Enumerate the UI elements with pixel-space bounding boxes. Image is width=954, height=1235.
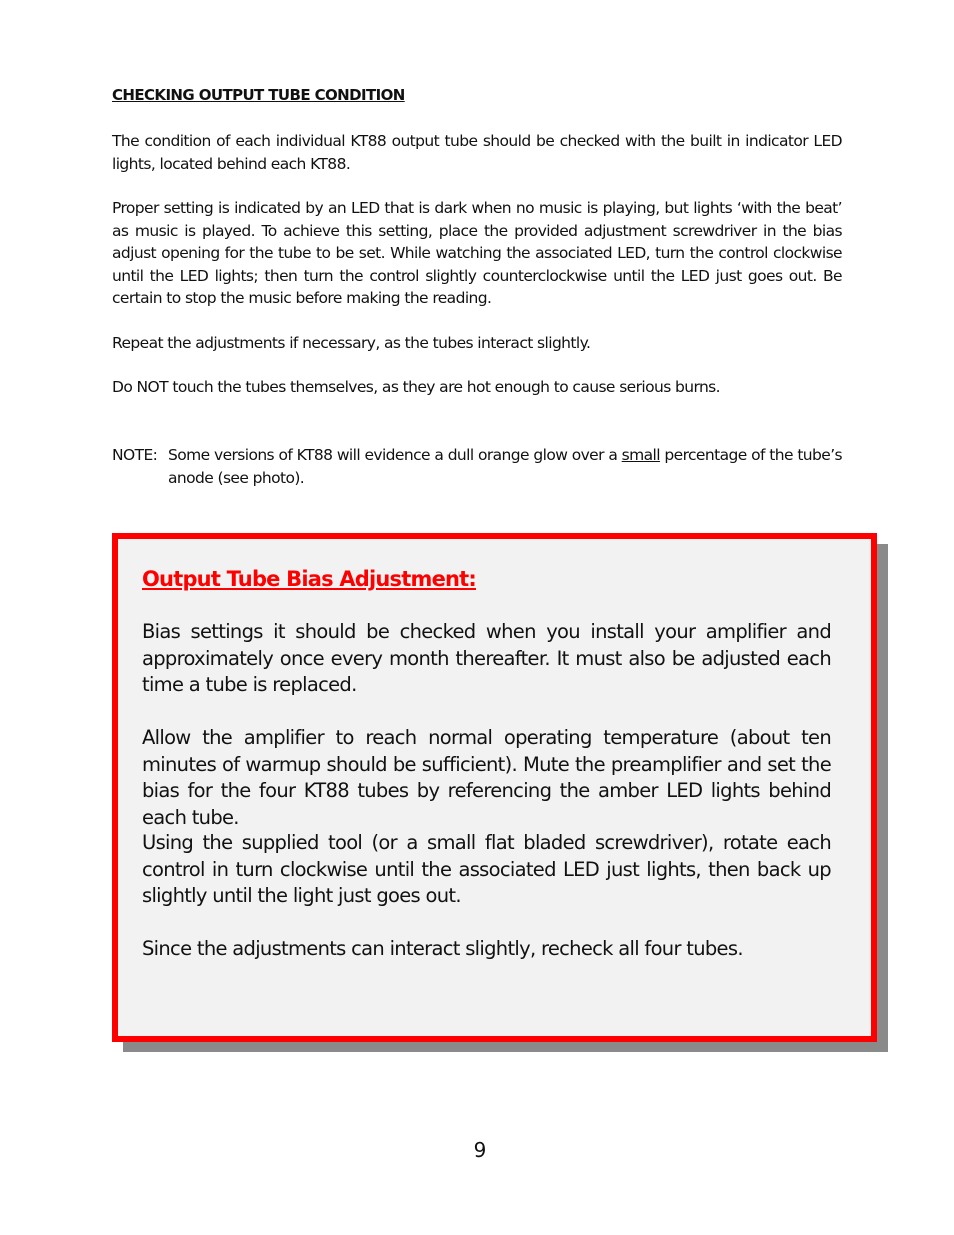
callout-paragraph-3: Using the supplied tool (or a small flat bladed screwdriver), rotate each control in turn clockwise until the associated LED just lights, then back up slightly until the light just goes out.: [142, 831, 831, 907]
callout-title: Output Tube Bias Adjustment:: [142, 567, 476, 591]
note-underlined-word: small: [621, 446, 660, 464]
setting-paragraph: Proper setting is indicated by an LED that is dark when no music is playing, but lights ‘with the beat’ as music is played. To achieve this setting, place the provided adjustment screwdriver in the bias adjust opening for the tube to be set. While watching the associated LED, turn the control clockwise until the LED lights; then turn the control slightly counterclockwise until the LED just goes out. Be certain to stop the music before making the reading.: [112, 199, 842, 307]
page-number: 9: [473, 1138, 487, 1162]
note-text-after: percentage of the tube’s anode (see photo).: [168, 446, 842, 487]
bias-adjustment-callout: [112, 533, 877, 1042]
repeat-paragraph: Repeat the adjustments if necessary, as the tubes interact slightly.: [112, 334, 591, 352]
warning-paragraph: Do NOT touch the tubes themselves, as they are hot enough to cause serious burns.: [112, 378, 720, 396]
callout-paragraph-1: Bias settings it should be checked when you install your amplifier and approximately once every month thereafter. It must also be adjusted each time a tube is replaced.: [142, 620, 831, 696]
note-text: [168, 444, 842, 489]
callout-paragraph-4: Since the adjustments can interact slightly, recheck all four tubes.: [142, 937, 743, 960]
callout-paragraph-2: Allow the amplifier to reach normal operating temperature (about ten minutes of warmup should be sufficient). Mute the preamplifier and set the bias for the four KT88 tubes by referencing the amber LED lights behind each tube.: [142, 726, 831, 829]
intro-paragraph: The condition of each individual KT88 output tube should be checked with the built in indicator LED lights, located behind each KT88.: [112, 132, 842, 173]
section-heading: CHECKING OUTPUT TUBE CONDITION: [112, 86, 405, 104]
note-block: [112, 444, 842, 489]
note-text-before: Some versions of KT88 will evidence a dull orange glow over a: [168, 446, 622, 464]
note-label: NOTE:: [112, 446, 158, 464]
